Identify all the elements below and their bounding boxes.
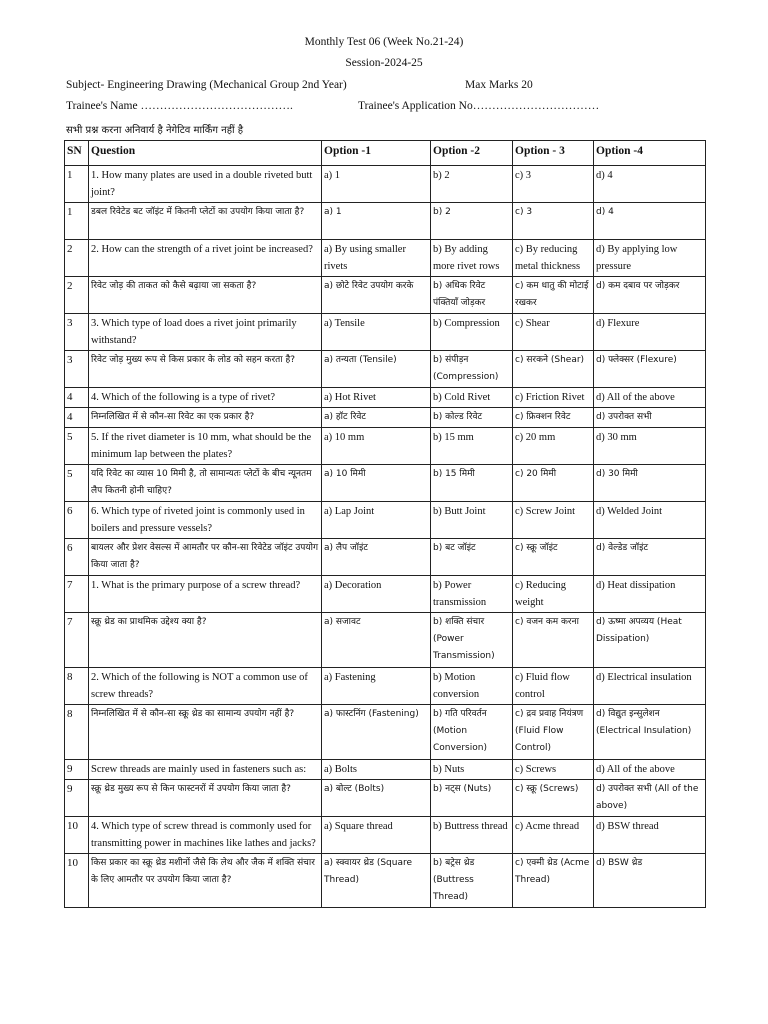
sn-cell: 10 — [65, 817, 89, 854]
table-row — [65, 539, 706, 576]
option-4-cell: d) 4 — [594, 203, 706, 240]
option-4-cell: d) All of the above — [594, 760, 706, 780]
sn-cell: 2 — [65, 277, 89, 314]
option-3-cell: c) स्क्रू जॉइंट — [513, 539, 594, 576]
session-label: Session-2024-25 — [345, 57, 423, 69]
option-3-cell: c) 3 — [513, 166, 594, 203]
question-cell: रिवेट जोड़ की ताकत को कैसे बढ़ाया जा सकता है? — [89, 277, 322, 314]
question-cell: 6. Which type of riveted joint is commonly used in boilers and pressure vessels? — [89, 502, 322, 539]
option-3-cell: c) Reducing weight — [513, 576, 594, 613]
question-cell: निम्नलिखित में से कौन-सा स्क्रू थ्रेड का सामान्य उपयोग नहीं है? — [89, 705, 322, 760]
question-cell: बायलर और प्रेशर वेसल्स में आमतौर पर कौन-सा रिवेटेड जॉइंट उपयोग किया जाता है? — [89, 539, 322, 576]
option-4-cell: d) फ्लेक्सर (Flexure) — [594, 351, 706, 388]
question-cell: 2. How can the strength of a rivet joint be increased? — [89, 240, 322, 277]
col-header-option-2: Option -2 — [431, 141, 513, 166]
sn-cell: 10 — [65, 854, 89, 908]
question-cell: 3. Which type of load does a rivet joint primarily withstand? — [89, 314, 322, 351]
option-2-cell: b) 15 mm — [431, 428, 513, 465]
option-4-cell: d) कम दबाव पर जोड़कर — [594, 277, 706, 314]
sn-cell: 8 — [65, 668, 89, 705]
table-row — [65, 760, 706, 780]
question-cell: 1. How many plates are used in a double riveted butt joint? — [89, 166, 322, 203]
table-row — [65, 240, 706, 277]
sn-cell: 6 — [65, 502, 89, 539]
question-cell: डबल रिवेटेड बट जॉइंट में कितनी प्लेटों का उपयोग किया जाता है? — [89, 203, 322, 240]
option-2-cell: b) गति परिवर्तन (Motion Conversion) — [431, 705, 513, 760]
sn-cell: 9 — [65, 780, 89, 817]
option-1-cell: a) Lap Joint — [322, 502, 431, 539]
option-3-cell: c) Fluid flow control — [513, 668, 594, 705]
option-2-cell: b) Butt Joint — [431, 502, 513, 539]
question-cell: रिवेट जोड़ मुख्य रूप से किस प्रकार के लोड को सहन करता है? — [89, 351, 322, 388]
table-row — [65, 668, 706, 705]
sn-cell: 5 — [65, 465, 89, 502]
option-3-cell: c) 20 मिमी — [513, 465, 594, 502]
col-header-option-1: Option -1 — [322, 141, 431, 166]
sn-cell: 5 — [65, 428, 89, 465]
option-3-cell: c) Screw Joint — [513, 502, 594, 539]
option-2-cell: b) By adding more rivet rows — [431, 240, 513, 277]
table-row — [65, 465, 706, 502]
instruction-text: सभी प्रश्न करना अनिवार्य है नेगेटिव मार्किंग नहीं है — [66, 125, 244, 136]
option-1-cell: a) Decoration — [322, 576, 431, 613]
table-row — [65, 314, 706, 351]
sn-cell: 4 — [65, 408, 89, 428]
option-3-cell: c) एक्मी थ्रेड (Acme Thread) — [513, 854, 594, 908]
question-cell: किस प्रकार का स्क्रू थ्रेड मशीनों जैसे कि लेथ और जैक में शक्ति संचार के लिए आमतौर पर उपयोग किया जाता है? — [89, 854, 322, 908]
option-2-cell: b) नट्स (Nuts) — [431, 780, 513, 817]
option-4-cell: d) 4 — [594, 166, 706, 203]
question-cell: 4. Which type of screw thread is commonly used for transmitting power in machines like lathes and jacks? — [89, 817, 322, 854]
option-2-cell: b) बट्रेस थ्रेड (Buttress Thread) — [431, 854, 513, 908]
option-4-cell: d) वेल्डेड जॉइंट — [594, 539, 706, 576]
option-1-cell: a) बोल्ट (Bolts) — [322, 780, 431, 817]
table-row — [65, 705, 706, 760]
table-row — [65, 428, 706, 465]
option-2-cell: b) Power transmission — [431, 576, 513, 613]
sn-cell: 1 — [65, 166, 89, 203]
option-1-cell: a) Hot Rivet — [322, 388, 431, 408]
table-row — [65, 502, 706, 539]
option-2-cell: b) Nuts — [431, 760, 513, 780]
option-4-cell: d) BSW थ्रेड — [594, 854, 706, 908]
sn-cell: 3 — [65, 351, 89, 388]
table-row — [65, 388, 706, 408]
option-2-cell: b) Motion conversion — [431, 668, 513, 705]
trainee-name-field: Trainee's Name …………………………………. — [66, 100, 293, 112]
option-1-cell: a) हॉट रिवेट — [322, 408, 431, 428]
option-3-cell: c) फ्रिक्शन रिवेट — [513, 408, 594, 428]
option-4-cell: d) By applying low pressure — [594, 240, 706, 277]
col-header-question: Question — [89, 141, 322, 166]
question-cell: निम्नलिखित में से कौन-सा रिवेट का एक प्रकार है? — [89, 408, 322, 428]
sn-cell: 3 — [65, 314, 89, 351]
option-2-cell: b) अधिक रिवेट पंक्तियाँ जोड़कर — [431, 277, 513, 314]
table-row — [65, 351, 706, 388]
option-1-cell: a) फास्टनिंग (Fastening) — [322, 705, 431, 760]
option-1-cell: a) तन्यता (Tensile) — [322, 351, 431, 388]
subject-line: Subject- Engineering Drawing (Mechanical Group 2nd Year) — [66, 79, 347, 91]
option-3-cell: c) सरकने (Shear) — [513, 351, 594, 388]
option-3-cell: c) Screws — [513, 760, 594, 780]
option-3-cell: c) Friction Rivet — [513, 388, 594, 408]
col-header-option-4: Option -4 — [594, 141, 706, 166]
option-2-cell: b) शक्ति संचार (Power Transmission) — [431, 613, 513, 668]
option-1-cell: a) सजावट — [322, 613, 431, 668]
option-4-cell: d) Heat dissipation — [594, 576, 706, 613]
option-1-cell: a) By using smaller rivets — [322, 240, 431, 277]
sn-cell: 9 — [65, 760, 89, 780]
application-no-field: Trainee's Application No…………………………… — [358, 100, 600, 112]
table-row — [65, 780, 706, 817]
option-1-cell: a) 10 mm — [322, 428, 431, 465]
option-1-cell: a) 1 — [322, 166, 431, 203]
option-1-cell: a) छोटे रिवेट उपयोग करके — [322, 277, 431, 314]
question-cell: स्क्रू थ्रेड मुख्य रूप से किन फास्टनरों में उपयोग किया जाता है? — [89, 780, 322, 817]
test-title: Monthly Test 06 (Week No.21-24) — [304, 36, 464, 48]
table-row — [65, 817, 706, 854]
option-3-cell: c) स्क्रू (Screws) — [513, 780, 594, 817]
option-1-cell: a) Bolts — [322, 760, 431, 780]
option-4-cell: d) Electrical insulation — [594, 668, 706, 705]
option-2-cell: b) बट जॉइंट — [431, 539, 513, 576]
option-3-cell: c) By reducing metal thickness — [513, 240, 594, 277]
option-1-cell: a) स्क्वायर थ्रेड (Square Thread) — [322, 854, 431, 908]
table-row — [65, 203, 706, 240]
question-cell: Screw threads are mainly used in fasteners such as: — [89, 760, 322, 780]
table-header-row — [65, 141, 706, 166]
option-2-cell: b) कोल्ड रिवेट — [431, 408, 513, 428]
option-3-cell: c) Acme thread — [513, 817, 594, 854]
option-2-cell: b) 15 मिमी — [431, 465, 513, 502]
option-1-cell: a) Fastening — [322, 668, 431, 705]
option-3-cell: c) द्रव प्रवाह नियंत्रण (Fluid Flow Control) — [513, 705, 594, 760]
option-2-cell: b) संपीड़न (Compression) — [431, 351, 513, 388]
option-2-cell: b) 2 — [431, 203, 513, 240]
table-row — [65, 854, 706, 908]
question-cell: 2. Which of the following is NOT a common use of screw threads? — [89, 668, 322, 705]
option-4-cell: d) उपरोक्त सभी (All of the above) — [594, 780, 706, 817]
sn-cell: 6 — [65, 539, 89, 576]
table-row — [65, 408, 706, 428]
option-1-cell: a) Square thread — [322, 817, 431, 854]
option-4-cell: d) All of the above — [594, 388, 706, 408]
sn-cell: 4 — [65, 388, 89, 408]
option-1-cell: a) Tensile — [322, 314, 431, 351]
question-cell: 4. Which of the following is a type of rivet? — [89, 388, 322, 408]
option-1-cell: a) लैप जॉइंट — [322, 539, 431, 576]
option-4-cell: d) उपरोक्त सभी — [594, 408, 706, 428]
sn-cell: 1 — [65, 203, 89, 240]
option-3-cell: c) वजन कम करना — [513, 613, 594, 668]
option-3-cell: c) 3 — [513, 203, 594, 240]
question-cell: 1. What is the primary purpose of a screw thread? — [89, 576, 322, 613]
option-4-cell: d) 30 मिमी — [594, 465, 706, 502]
option-3-cell: c) Shear — [513, 314, 594, 351]
option-4-cell: d) Welded Joint — [594, 502, 706, 539]
table-row — [65, 576, 706, 613]
option-4-cell: d) 30 mm — [594, 428, 706, 465]
table-row — [65, 277, 706, 314]
option-1-cell: a) 1 — [322, 203, 431, 240]
max-marks: Max Marks 20 — [465, 79, 533, 91]
option-3-cell: c) कम धातु की मोटाई रखकर — [513, 277, 594, 314]
option-1-cell: a) 10 मिमी — [322, 465, 431, 502]
sn-cell: 2 — [65, 240, 89, 277]
option-4-cell: d) ऊष्मा अपव्यय (Heat Dissipation) — [594, 613, 706, 668]
question-table — [64, 140, 706, 908]
col-header-option-3: Option - 3 — [513, 141, 594, 166]
question-cell: यदि रिवेट का व्यास 10 मिमी है, तो सामान्यतः प्लेटों के बीच न्यूनतम लैप कितनी होनी चाहिए? — [89, 465, 322, 502]
option-2-cell: b) Compression — [431, 314, 513, 351]
col-header-sn: SN — [65, 141, 89, 166]
option-2-cell: b) 2 — [431, 166, 513, 203]
option-3-cell: c) 20 mm — [513, 428, 594, 465]
option-2-cell: b) Buttress thread — [431, 817, 513, 854]
option-4-cell: d) BSW thread — [594, 817, 706, 854]
sn-cell: 7 — [65, 613, 89, 668]
option-4-cell: d) विद्युत इन्सुलेशन (Electrical Insulation) — [594, 705, 706, 760]
option-4-cell: d) Flexure — [594, 314, 706, 351]
table-row — [65, 613, 706, 668]
sn-cell: 7 — [65, 576, 89, 613]
question-cell: स्क्रू थ्रेड का प्राथमिक उद्देश्य क्या है? — [89, 613, 322, 668]
question-cell: 5. If the rivet diameter is 10 mm, what should be the minimum lap between the plates? — [89, 428, 322, 465]
option-2-cell: b) Cold Rivet — [431, 388, 513, 408]
table-row — [65, 166, 706, 203]
sn-cell: 8 — [65, 705, 89, 760]
